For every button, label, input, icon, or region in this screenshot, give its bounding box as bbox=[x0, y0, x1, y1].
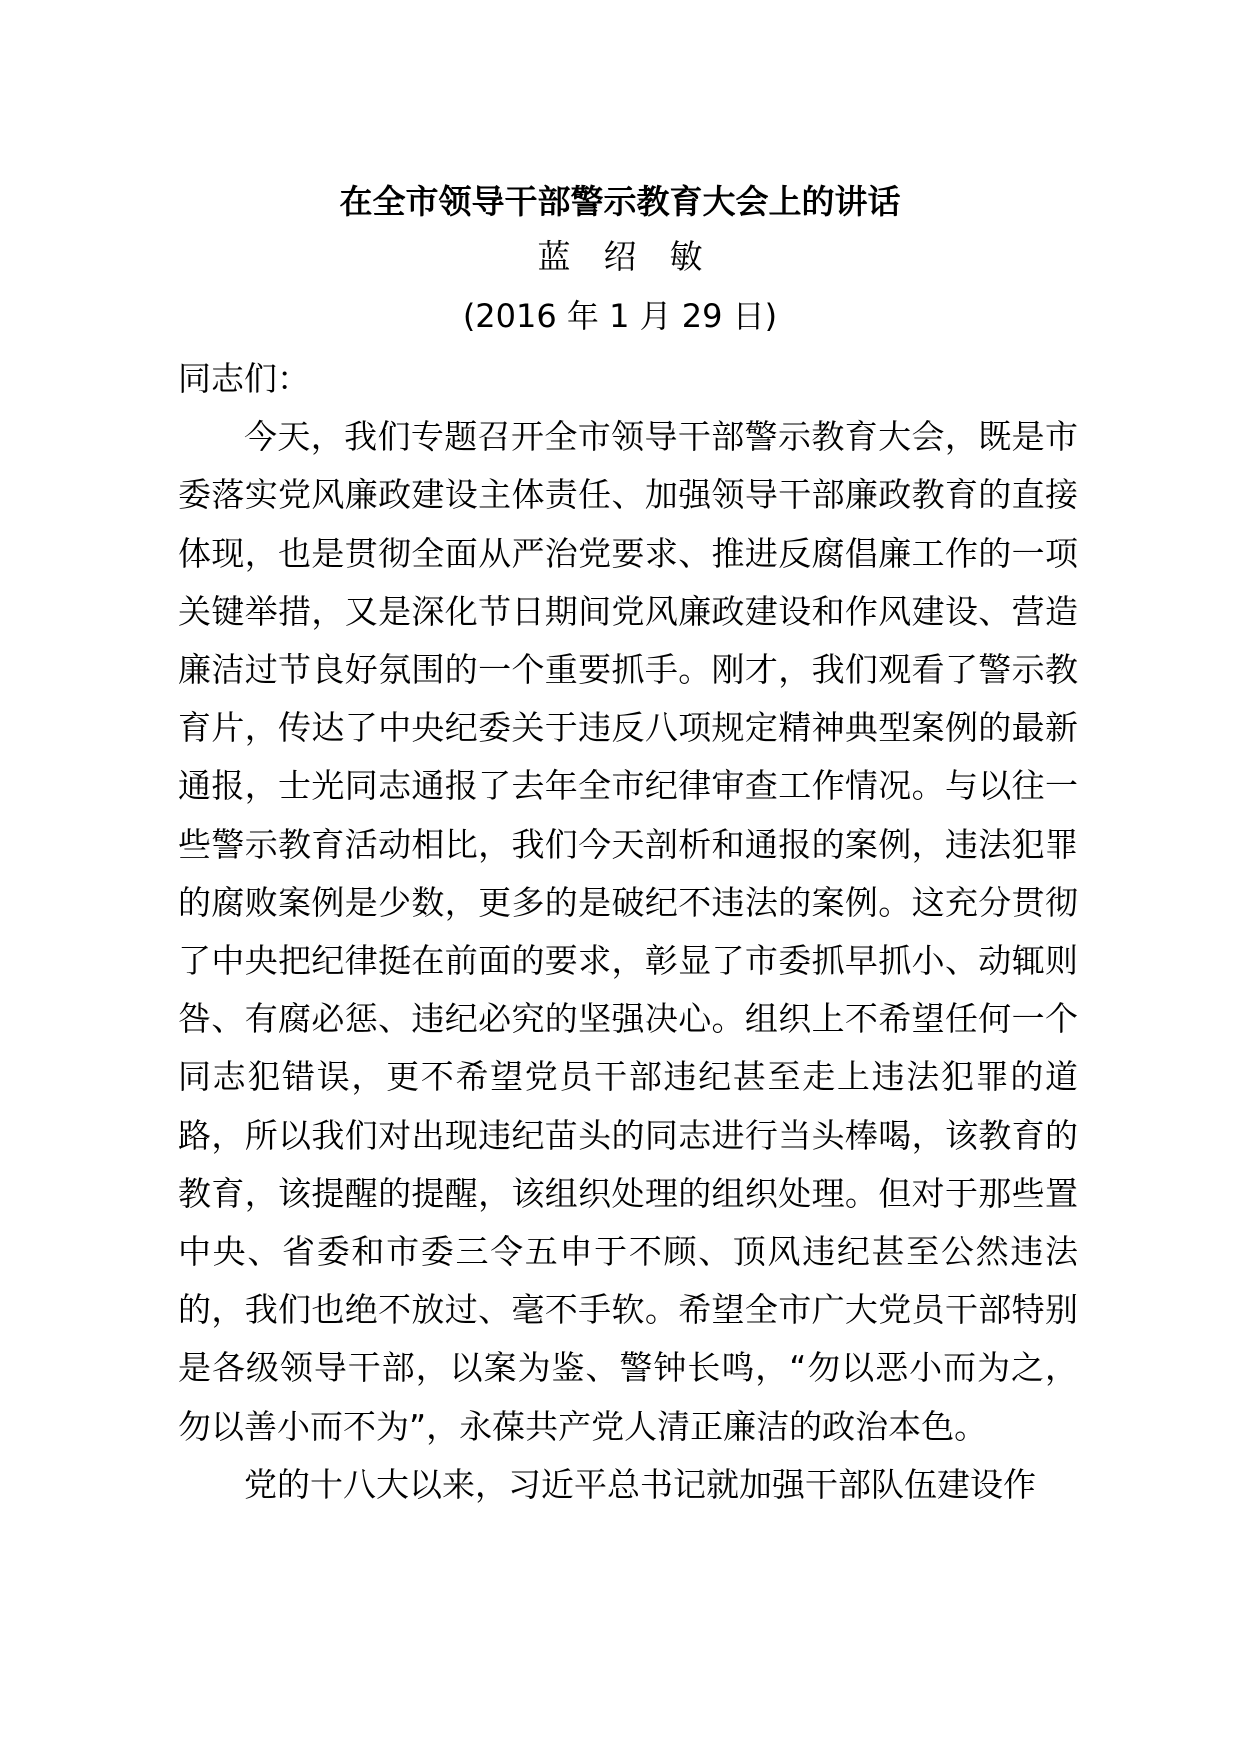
paragraph-1: 今天，我们专题召开全市领导干部警示教育大会，既是市委落实党风廉政建设主体责任、加强领导干部廉政教育的直接体现，也是贯彻全面从严治党要求、推进反腐倡廉工作的一项关键举措，又是深化节日期间党风廉政建设和作风建设、营造廉洁过节良好氛围的一个重要抓手。刚才，我们观看了警示教育片，传达了中央纪委关于违反八项规定精神典型案例的最新通报，士光同志通报了去年全市纪律审查工作情况。与以往一些警示教育活动相比，我们今天剖析和通报的案例，违法犯罪的腐败案例是少数，更多的是破纪不违法的案例。这充分贯彻了中央把纪律挺在前面的要求，彰显了市委抓早抓小、动辄则咎、有腐必惩、违纪必究的坚强决心。组织上不希望任何一个同志犯错误，更不希望党员干部违纪甚至走上违法犯罪的道路，所以我们对出现违纪苗头的同志进行当头棒喝，该教育的教育，该提醒的提醒，该组织处理的组织处理。但对于那些置中央、省委和市委三令五申于不顾、顶风违纪甚至公然违法的，我们也绝不放过、毫不手软。希望全市广大党员干部特别是各级领导干部，以案为鉴、警钟长鸣，“勿以恶小而为之，勿以善小而不为”，永葆共产党人清正廉洁的政治本色。 bbox=[178, 417, 1078, 1446]
paragraph-2: 党的十八大以来，习近平总书记就加强干部队伍建设作 bbox=[244, 1464, 1036, 1504]
author-name: 蓝 绍 敏 bbox=[537, 237, 703, 276]
speech-date: (2016 年 1 月 29 日) bbox=[462, 297, 778, 335]
speech-body bbox=[178, 350, 1078, 1514]
document-title: 在全市领导干部警示教育大会上的讲话 bbox=[339, 182, 901, 221]
salutation: 同志们： bbox=[178, 359, 310, 398]
